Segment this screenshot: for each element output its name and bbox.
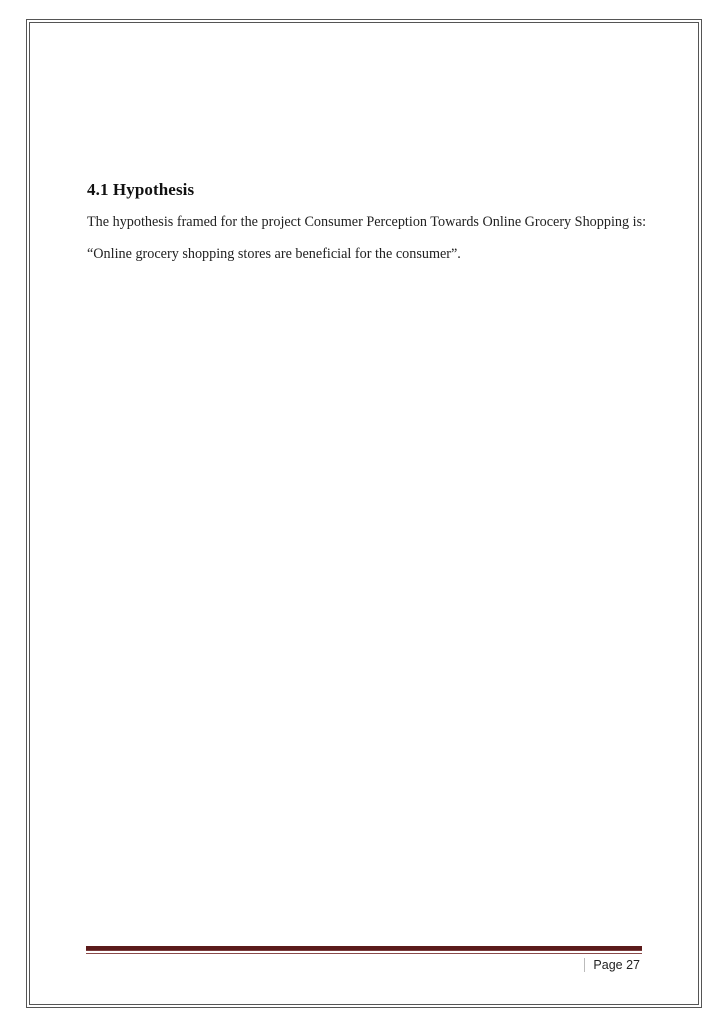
page-content: [87, 180, 647, 276]
hypothesis-intro-paragraph: The hypothesis framed for the project Consumer Perception Towards Online Grocery Shopping is:: [87, 214, 647, 230]
section-heading: 4.1 Hypothesis: [87, 180, 195, 199]
footer-rule-thin: [86, 953, 642, 954]
page-border: [29, 22, 699, 1005]
hypothesis-statement: “Online grocery shopping stores are beneficial for the consumer”.: [87, 246, 461, 262]
page-number: Page 27: [584, 958, 640, 972]
footer-rule: [86, 946, 642, 951]
